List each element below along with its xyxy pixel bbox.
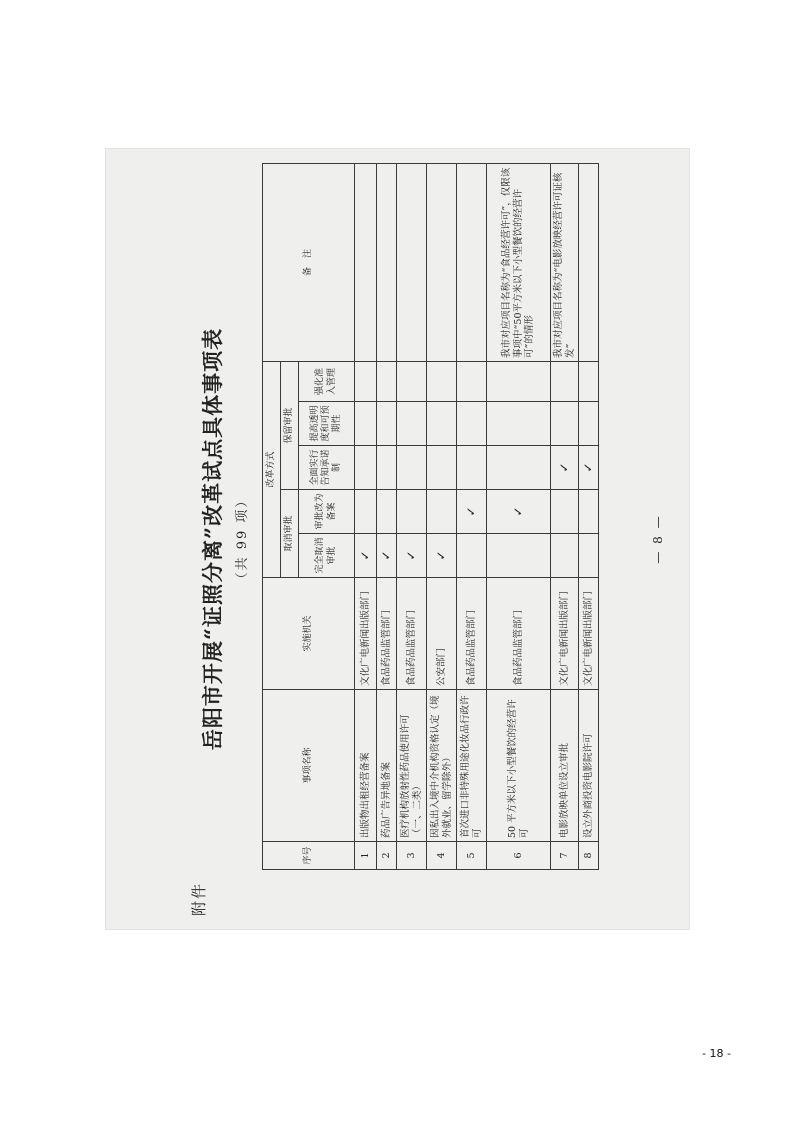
row-transparency: [551, 402, 579, 446]
header-notification-commitment: 全面实行告知承诺制: [299, 446, 355, 490]
row-notification: [457, 446, 487, 490]
row-cancel-full: [487, 534, 551, 578]
header-strengthen-access: 强化准入管理: [299, 361, 355, 401]
row-strengthen: [579, 361, 599, 401]
row-agency: 食品药品监管部门: [487, 578, 551, 690]
scanned-page: [105, 148, 690, 930]
row-remark: [377, 163, 397, 361]
row-seq: 8: [579, 842, 599, 870]
row-seq: 3: [397, 842, 427, 870]
row-item-name: 50 平方米以下小型餐饮的经营许可: [487, 690, 551, 842]
header-agency: 实施机关: [263, 578, 355, 690]
row-approval-to-filing: ✓: [487, 490, 551, 534]
row-remark: [457, 163, 487, 361]
row-transparency: [397, 402, 427, 446]
row-remark: [579, 163, 599, 361]
row-transparency: [487, 402, 551, 446]
row-strengthen: [487, 361, 551, 401]
row-notification: ✓: [551, 446, 579, 490]
row-agency: 文化广电新闻出版部门: [551, 578, 579, 690]
row-remark: [355, 163, 377, 361]
table-row: [579, 163, 599, 869]
row-transparency: [427, 402, 457, 446]
header-reform-mode: 改革方式: [263, 361, 281, 577]
row-seq: 2: [377, 842, 397, 870]
row-remark: 我市对应项目名称为“食品经营许可”，仅限该事项中“50平方米以下小型餐饮的经营许可”的情形: [487, 163, 551, 361]
row-strengthen: [397, 361, 427, 401]
table-row: [355, 163, 377, 869]
row-cancel-full: [579, 534, 599, 578]
row-agency: 食品药品监管部门: [377, 578, 397, 690]
row-cancel-full: ✓: [355, 534, 377, 578]
row-notification: [397, 446, 427, 490]
table-row: [397, 163, 427, 869]
row-transparency: [355, 402, 377, 446]
row-item-name: 电影放映单位设立审批: [551, 690, 579, 842]
page-title: 岳阳市开展“证照分离”改革试点具体事项表: [200, 327, 225, 751]
row-transparency: [579, 402, 599, 446]
row-agency: 文化广电新闻出版部门: [579, 578, 599, 690]
row-cancel-full: ✓: [377, 534, 397, 578]
row-cancel-full: [457, 534, 487, 578]
page-number: - 18 -: [702, 1047, 731, 1060]
header-approval-to-filing: 审批改为备案: [299, 490, 355, 534]
row-item-name: 出版物出租经营备案: [355, 690, 377, 842]
header-remarks: 备 注: [263, 163, 355, 361]
reform-items-table: [262, 163, 599, 870]
row-cancel-full: [551, 534, 579, 578]
row-cancel-full: ✓: [397, 534, 427, 578]
row-strengthen: [377, 361, 397, 401]
row-agency: 文化广电新闻出版部门: [355, 578, 377, 690]
inner-page-footer: — 8 —: [651, 514, 665, 564]
row-strengthen: [427, 361, 457, 401]
table-row: [457, 163, 487, 869]
header-keep-approval: 保留审批: [281, 361, 299, 489]
row-transparency: [377, 402, 397, 446]
row-strengthen: [457, 361, 487, 401]
row-strengthen: [355, 361, 377, 401]
row-remark: 我市对应项目名称为“电影放映经营许可证核发”: [551, 163, 579, 361]
row-seq: 5: [457, 842, 487, 870]
attachment-label: 附件: [190, 881, 208, 916]
row-notification: [355, 446, 377, 490]
row-seq: 1: [355, 842, 377, 870]
table-row: [377, 163, 397, 869]
row-strengthen: [551, 361, 579, 401]
header-seq: 序号: [263, 842, 355, 870]
row-notification: [487, 446, 551, 490]
header-transparency: 提高透明度和可预期性: [299, 402, 355, 446]
row-item-name: 因私出入境中介机构资格认定（境外就业、留学除外）: [427, 690, 457, 842]
table-row: [487, 163, 551, 869]
row-approval-to-filing: [551, 490, 579, 534]
row-item-name: 首次进口非特殊用途化妆品行政许可: [457, 690, 487, 842]
header-cancel-full: 完全取消审批: [299, 534, 355, 578]
row-seq: 6: [487, 842, 551, 870]
row-remark: [397, 163, 427, 361]
row-approval-to-filing: [397, 490, 427, 534]
row-item-name: 药品广告异地备案: [377, 690, 397, 842]
table-row: [427, 163, 457, 869]
row-approval-to-filing: [355, 490, 377, 534]
row-approval-to-filing: [377, 490, 397, 534]
row-seq: 4: [427, 842, 457, 870]
row-agency: 食品药品监管部门: [457, 578, 487, 690]
row-item-name: 设立外商投资电影院许可: [579, 690, 599, 842]
row-approval-to-filing: [427, 490, 457, 534]
row-notification: [377, 446, 397, 490]
header-item-name: 事项名称: [263, 690, 355, 842]
page-subtitle: （共 99 项）: [235, 492, 250, 586]
header-cancel-approval: 取消审批: [281, 490, 299, 578]
row-remark: [427, 163, 457, 361]
row-agency: 食品药品监管部门: [397, 578, 427, 690]
row-seq: 7: [551, 842, 579, 870]
row-approval-to-filing: ✓: [457, 490, 487, 534]
row-item-name: 医疗机构放射性药品使用许可（一、二类）: [397, 690, 427, 842]
table-row: [551, 163, 579, 869]
row-notification: [427, 446, 457, 490]
row-agency: 公安部门: [427, 578, 457, 690]
rotated-page-content: [105, 148, 690, 930]
row-approval-to-filing: [579, 490, 599, 534]
row-notification: ✓: [579, 446, 599, 490]
row-transparency: [457, 402, 487, 446]
row-cancel-full: ✓: [427, 534, 457, 578]
